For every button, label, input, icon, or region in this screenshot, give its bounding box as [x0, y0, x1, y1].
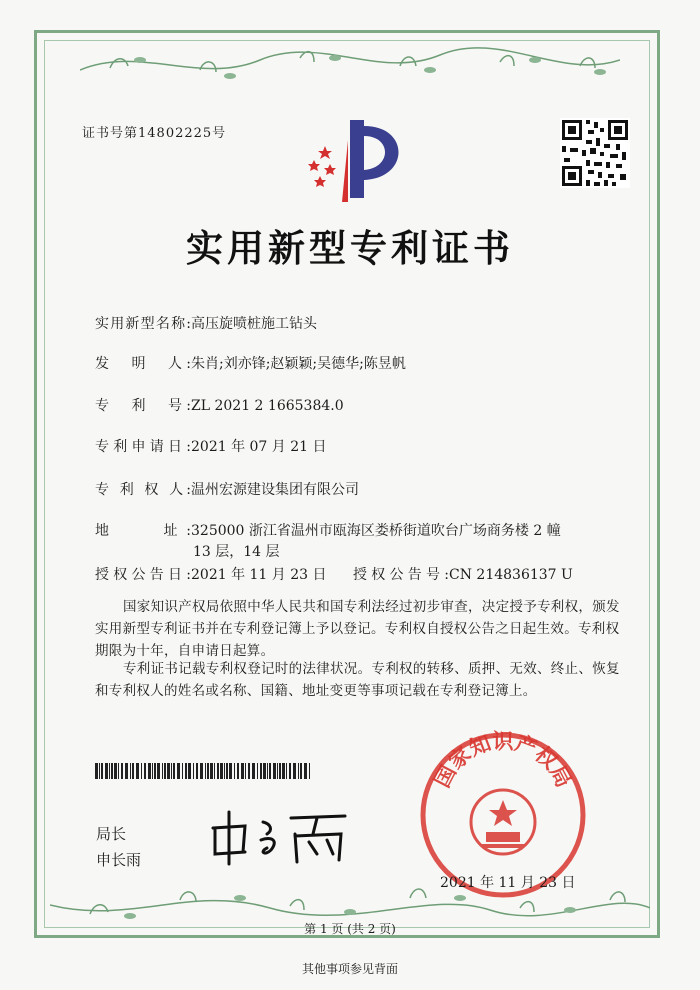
field-value: ZL 2021 2 1665384.0: [191, 398, 344, 414]
seal-date: 2021 年 11 月 23 日: [440, 875, 576, 891]
field-value: 2021 年 11 月 23 日: [191, 567, 327, 583]
field-value: 温州宏源建设集团有限公司: [191, 482, 359, 498]
field-grant-publication-number: [353, 564, 573, 584]
footer-note: 其他事项参见背面: [301, 962, 398, 976]
statement-paragraph-1: 国家知识产权局依照中华人民共和国专利法经过初步审查，决定授予专利权，颁发实用新型专利证书并在专利登记簿上予以登记。专利权自授权公告之日起生效。专利权期限为十年，自申请日起算。: [95, 599, 620, 659]
field-label: 地 址:: [95, 523, 191, 539]
seal-text: 国家知识产权局: [429, 730, 577, 792]
patent-office-logo-icon: [300, 118, 410, 208]
field-inventor: [95, 353, 406, 373]
field-patentee: [95, 479, 359, 499]
field-label: 授权公告号:: [353, 567, 449, 583]
page-number: 第 1 页 (共 2 页): [304, 922, 396, 936]
field-label: 授权公告日:: [95, 567, 191, 583]
field-label: 专 利 权 人:: [95, 482, 191, 498]
field-grant-date: [95, 564, 327, 584]
field-value: 2021 年 07 月 21 日: [191, 439, 327, 455]
certificate-title: 实用新型专利证书: [186, 226, 514, 270]
qr-code-icon: [560, 118, 630, 188]
field-utility-model-name: [95, 313, 317, 333]
field-patent-number: [95, 395, 344, 415]
field-label: 专 利 号:: [95, 398, 191, 414]
field-address-line2: 13 层，14 层: [193, 544, 280, 560]
barcode-icon: [95, 763, 315, 779]
field-label: 发 明 人:: [95, 356, 191, 372]
field-filing-date: [95, 436, 327, 456]
certificate-number: 证书号第14802225号: [82, 126, 227, 141]
field-label: 实用新型名称:: [95, 316, 191, 332]
field-value: 高压旋喷桩施工钻头: [191, 316, 317, 332]
top-vine-ornament: [80, 40, 620, 90]
field-value: CN 214836137 U: [449, 567, 573, 583]
field-value: 325000 浙江省温州市瓯海区娄桥街道吹台广场商务楼 2 幢: [191, 523, 561, 539]
field-label: 专利申请日:: [95, 439, 191, 455]
field-address: [95, 520, 561, 540]
handwritten-signature: [205, 808, 355, 868]
signatory-title: 局长: [96, 825, 127, 843]
signatory-name: 申长雨: [96, 851, 142, 869]
statement-paragraph-2: 专利证书记载专利权登记时的法律状况。专利权的转移、质押、无效、终止、恢复和专利权人的姓名或名称、国籍、地址变更等事项记载在专利登记簿上。: [95, 661, 620, 699]
field-value: 朱肖;刘亦锋;赵颖颖;吴德华;陈昱帆: [191, 356, 406, 372]
svg-text:国家知识产权局: [430, 730, 576, 791]
